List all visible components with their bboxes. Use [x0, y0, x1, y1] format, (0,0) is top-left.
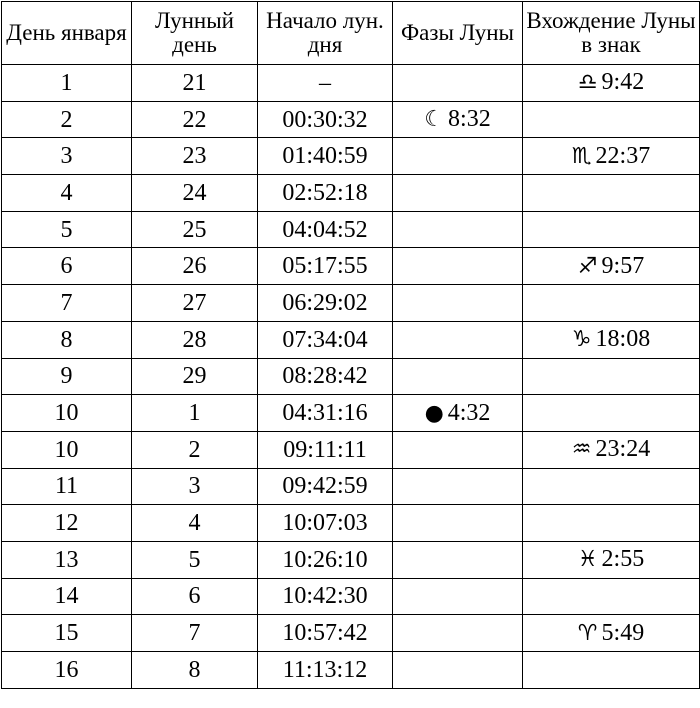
- cell-phase: [393, 505, 523, 542]
- cell-sign-entry: [523, 175, 700, 212]
- cell-day: 2: [2, 101, 132, 138]
- header-sign-entry: Вхождение Луны в знак: [523, 2, 700, 65]
- cell-sign-entry: [523, 615, 700, 652]
- cell-lunar-day: 27: [132, 285, 258, 322]
- header-lunar-day: Лунный день: [132, 2, 258, 65]
- lunar-calendar-table: [1, 1, 700, 689]
- table-row: [2, 578, 700, 615]
- zodiac-sign-icon: ♏: [571, 143, 592, 169]
- cell-start: 06:29:02: [258, 285, 393, 322]
- cell-sign-entry: [523, 285, 700, 322]
- cell-day: 13: [2, 541, 132, 578]
- cell-day: 3: [2, 138, 132, 175]
- cell-day: 16: [2, 652, 132, 689]
- cell-sign-entry: [523, 541, 700, 578]
- cell-phase: [393, 615, 523, 652]
- cell-start: 11:13:12: [258, 652, 393, 689]
- cell-phase: [393, 431, 523, 468]
- cell-lunar-day: 29: [132, 358, 258, 395]
- cell-day: 9: [2, 358, 132, 395]
- cell-day: 10: [2, 431, 132, 468]
- table-row: [2, 321, 700, 358]
- cell-phase: [393, 468, 523, 505]
- cell-day: 1: [2, 65, 132, 102]
- cell-sign-entry: [523, 138, 700, 175]
- cell-start: 09:42:59: [258, 468, 393, 505]
- cell-lunar-day: 3: [132, 468, 258, 505]
- cell-sign-entry: [523, 101, 700, 138]
- header-day: День января: [2, 2, 132, 65]
- cell-phase: [393, 652, 523, 689]
- cell-phase: [393, 321, 523, 358]
- table-row: [2, 101, 700, 138]
- table-row: [2, 175, 700, 212]
- cell-sign-entry: [523, 505, 700, 542]
- cell-start: –: [258, 65, 393, 102]
- table-row: [2, 652, 700, 689]
- cell-day: 11: [2, 468, 132, 505]
- zodiac-sign-icon: ♒: [571, 437, 592, 463]
- cell-day: 6: [2, 248, 132, 285]
- cell-lunar-day: 5: [132, 541, 258, 578]
- cell-day: 15: [2, 615, 132, 652]
- cell-day: 5: [2, 211, 132, 248]
- cell-lunar-day: 24: [132, 175, 258, 212]
- cell-start: 00:30:32: [258, 101, 393, 138]
- new-moon-icon: ●: [424, 400, 444, 426]
- zodiac-sign-icon: ♓: [577, 547, 598, 573]
- cell-phase: [393, 395, 523, 432]
- header-start: Начало лун. дня: [258, 2, 393, 65]
- cell-lunar-day: 6: [132, 578, 258, 615]
- cell-sign-entry: [523, 578, 700, 615]
- cell-sign-entry: [523, 652, 700, 689]
- cell-phase: [393, 248, 523, 285]
- table-row: [2, 358, 700, 395]
- zodiac-sign-icon: ♑: [571, 327, 592, 353]
- cell-sign-entry: [523, 395, 700, 432]
- waning-moon-icon: ☾: [424, 107, 445, 133]
- cell-lunar-day: 7: [132, 615, 258, 652]
- cell-phase: [393, 211, 523, 248]
- cell-start: 10:26:10: [258, 541, 393, 578]
- table-row: [2, 248, 700, 285]
- cell-lunar-day: 1: [132, 395, 258, 432]
- sign-time: 22:37: [595, 142, 651, 169]
- cell-phase: [393, 65, 523, 102]
- cell-start: 02:52:18: [258, 175, 393, 212]
- cell-start: 07:34:04: [258, 321, 393, 358]
- phase-time: 4:32: [447, 399, 491, 426]
- cell-lunar-day: 21: [132, 65, 258, 102]
- cell-day: 12: [2, 505, 132, 542]
- cell-lunar-day: 28: [132, 321, 258, 358]
- cell-start: 05:17:55: [258, 248, 393, 285]
- cell-lunar-day: 23: [132, 138, 258, 175]
- cell-start: 10:07:03: [258, 505, 393, 542]
- table-body: [2, 65, 700, 689]
- table-row: [2, 468, 700, 505]
- phase-time: 8:32: [448, 106, 491, 133]
- zodiac-sign-icon: ♈: [577, 620, 598, 646]
- table-row: [2, 615, 700, 652]
- table-row: [2, 505, 700, 542]
- table-row: [2, 395, 700, 432]
- cell-sign-entry: [523, 211, 700, 248]
- cell-phase: [393, 578, 523, 615]
- cell-day: 14: [2, 578, 132, 615]
- cell-sign-entry: [523, 358, 700, 395]
- cell-lunar-day: 25: [132, 211, 258, 248]
- sign-time: 9:57: [601, 252, 645, 279]
- table-row: [2, 285, 700, 322]
- cell-start: 10:57:42: [258, 615, 393, 652]
- cell-phase: [393, 175, 523, 212]
- cell-sign-entry: [523, 248, 700, 285]
- sign-time: 9:42: [601, 69, 645, 96]
- cell-sign-entry: [523, 431, 700, 468]
- cell-start: 10:42:30: [258, 578, 393, 615]
- cell-phase: [393, 358, 523, 395]
- header-row: [2, 2, 700, 65]
- sign-time: 18:08: [595, 326, 651, 353]
- cell-day: 10: [2, 395, 132, 432]
- cell-lunar-day: 4: [132, 505, 258, 542]
- cell-start: 04:04:52: [258, 211, 393, 248]
- table-row: [2, 541, 700, 578]
- cell-phase: [393, 101, 523, 138]
- cell-start: 01:40:59: [258, 138, 393, 175]
- sign-time: 23:24: [595, 436, 651, 463]
- table-row: [2, 431, 700, 468]
- table-row: [2, 138, 700, 175]
- cell-sign-entry: [523, 321, 700, 358]
- sign-time: 2:55: [601, 546, 645, 573]
- cell-sign-entry: [523, 468, 700, 505]
- zodiac-sign-icon: ♐: [577, 253, 598, 279]
- cell-sign-entry: [523, 65, 700, 102]
- cell-start: 09:11:11: [258, 431, 393, 468]
- cell-start: 08:28:42: [258, 358, 393, 395]
- cell-lunar-day: 22: [132, 101, 258, 138]
- cell-phase: [393, 541, 523, 578]
- cell-lunar-day: 8: [132, 652, 258, 689]
- sign-time: 5:49: [601, 619, 645, 646]
- table-row: [2, 65, 700, 102]
- cell-day: 7: [2, 285, 132, 322]
- cell-phase: [393, 138, 523, 175]
- cell-phase: [393, 285, 523, 322]
- table-row: [2, 211, 700, 248]
- cell-day: 8: [2, 321, 132, 358]
- cell-day: 4: [2, 175, 132, 212]
- cell-start: 04:31:16: [258, 395, 393, 432]
- cell-lunar-day: 26: [132, 248, 258, 285]
- zodiac-sign-icon: ♎: [577, 70, 598, 96]
- cell-lunar-day: 2: [132, 431, 258, 468]
- header-phase: Фазы Луны: [393, 2, 523, 65]
